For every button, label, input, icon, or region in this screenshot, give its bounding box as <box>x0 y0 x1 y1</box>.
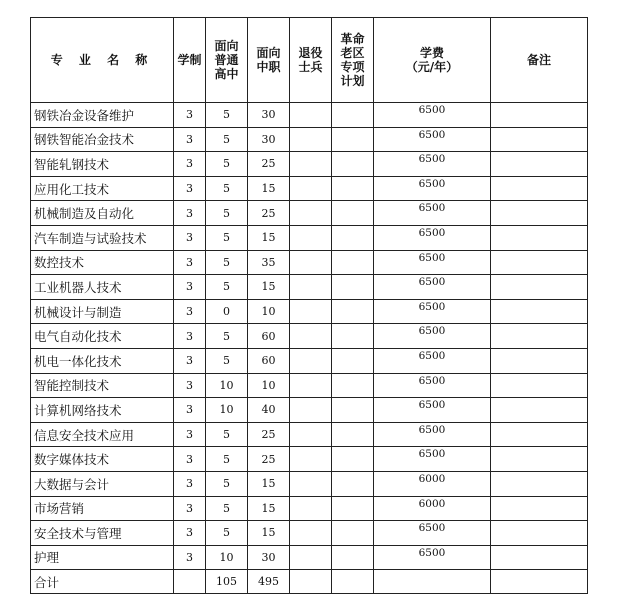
veterans-cell <box>290 545 332 570</box>
vocational-hs-cell: 15 <box>248 496 290 521</box>
header-veterans: 退役 士兵 <box>290 18 332 103</box>
old-area-cell <box>332 398 374 423</box>
remarks-cell <box>491 225 588 250</box>
veterans-cell <box>290 447 332 472</box>
general-hs-cell: 5 <box>206 152 248 177</box>
duration-cell: 3 <box>174 324 206 349</box>
remarks-cell <box>491 275 588 300</box>
veterans-cell <box>290 225 332 250</box>
veterans-cell <box>290 496 332 521</box>
old-area-cell <box>332 176 374 201</box>
vocational-hs-cell: 25 <box>248 201 290 226</box>
tuition-cell: 6500 <box>374 127 491 152</box>
veterans-cell <box>290 422 332 447</box>
table-row <box>31 496 588 521</box>
vocational-hs-cell: 35 <box>248 250 290 275</box>
table-row <box>31 299 588 324</box>
veterans-cell <box>290 348 332 373</box>
tuition-cell: 6500 <box>374 103 491 128</box>
tuition-cell: 6500 <box>374 275 491 300</box>
tuition-cell: 6500 <box>374 373 491 398</box>
veterans-cell <box>290 275 332 300</box>
header-duration: 学制 <box>174 18 206 103</box>
general-hs-cell: 5 <box>206 324 248 349</box>
header-general-high-school: 面向 普通 高中 <box>206 18 248 103</box>
total-label: 合计 <box>31 570 174 594</box>
general-hs-cell: 5 <box>206 225 248 250</box>
old-area-cell <box>332 373 374 398</box>
vocational-hs-cell: 25 <box>248 447 290 472</box>
tuition-cell: 6500 <box>374 152 491 177</box>
tuition-cell: 6500 <box>374 447 491 472</box>
old-area-cell <box>332 225 374 250</box>
remarks-cell <box>491 127 588 152</box>
veterans-cell <box>290 373 332 398</box>
enrollment-plan-table <box>30 17 588 594</box>
table-row <box>31 324 588 349</box>
remarks-cell <box>491 521 588 546</box>
general-hs-cell: 5 <box>206 471 248 496</box>
header-vocational-school: 面向 中职 <box>248 18 290 103</box>
old-area-cell <box>332 103 374 128</box>
major-name-cell: 计算机网络技术 <box>31 398 174 423</box>
veterans-cell <box>290 521 332 546</box>
tuition-cell: 6500 <box>374 348 491 373</box>
old-area-cell <box>332 152 374 177</box>
table-row <box>31 127 588 152</box>
remarks-cell <box>491 471 588 496</box>
veterans-cell <box>290 398 332 423</box>
veterans-cell <box>290 471 332 496</box>
tuition-cell: 6500 <box>374 176 491 201</box>
veterans-cell <box>290 201 332 226</box>
major-name-cell: 数控技术 <box>31 250 174 275</box>
old-area-cell <box>332 447 374 472</box>
remarks-cell <box>491 176 588 201</box>
duration-cell: 3 <box>174 225 206 250</box>
table-row <box>31 103 588 128</box>
old-area-cell <box>332 275 374 300</box>
old-area-cell <box>332 422 374 447</box>
table-row <box>31 250 588 275</box>
header-remarks: 备注 <box>491 18 588 103</box>
tuition-cell: 6500 <box>374 545 491 570</box>
general-hs-cell: 10 <box>206 545 248 570</box>
duration-cell: 3 <box>174 299 206 324</box>
remarks-cell <box>491 447 588 472</box>
duration-cell: 3 <box>174 250 206 275</box>
table-row <box>31 348 588 373</box>
veterans-cell <box>290 152 332 177</box>
tuition-cell: 6500 <box>374 324 491 349</box>
vocational-hs-cell: 30 <box>248 127 290 152</box>
vocational-hs-cell: 15 <box>248 471 290 496</box>
remarks-cell <box>491 545 588 570</box>
duration-cell: 3 <box>174 521 206 546</box>
major-name-cell: 数字媒体技术 <box>31 447 174 472</box>
vocational-hs-cell: 10 <box>248 373 290 398</box>
duration-cell: 3 <box>174 496 206 521</box>
general-hs-cell: 10 <box>206 373 248 398</box>
remarks-cell <box>491 496 588 521</box>
major-name-cell: 电气自动化技术 <box>31 324 174 349</box>
remarks-cell <box>491 324 588 349</box>
tuition-cell: 6500 <box>374 299 491 324</box>
old-area-cell <box>332 201 374 226</box>
vocational-hs-cell: 15 <box>248 225 290 250</box>
general-hs-cell: 5 <box>206 496 248 521</box>
tuition-cell: 6000 <box>374 496 491 521</box>
veterans-cell <box>290 176 332 201</box>
veterans-cell <box>290 250 332 275</box>
vocational-hs-cell: 15 <box>248 176 290 201</box>
tuition-cell: 6000 <box>374 471 491 496</box>
major-name-cell: 钢铁智能冶金技术 <box>31 127 174 152</box>
vocational-hs-cell: 40 <box>248 398 290 423</box>
veterans-cell <box>290 299 332 324</box>
general-hs-cell: 5 <box>206 521 248 546</box>
major-name-cell: 钢铁冶金设备维护 <box>31 103 174 128</box>
major-name-cell: 汽车制造与试验技术 <box>31 225 174 250</box>
vocational-hs-cell: 60 <box>248 324 290 349</box>
general-hs-cell: 5 <box>206 176 248 201</box>
general-hs-cell: 5 <box>206 201 248 226</box>
duration-cell: 3 <box>174 422 206 447</box>
remarks-cell <box>491 398 588 423</box>
total-remarks-cell <box>491 570 588 594</box>
total-general: 105 <box>206 570 248 594</box>
vocational-hs-cell: 15 <box>248 521 290 546</box>
major-name-cell: 应用化工技术 <box>31 176 174 201</box>
duration-cell: 3 <box>174 447 206 472</box>
remarks-cell <box>491 152 588 177</box>
table-row <box>31 398 588 423</box>
remarks-cell <box>491 299 588 324</box>
major-name-cell: 大数据与会计 <box>31 471 174 496</box>
duration-cell: 3 <box>174 275 206 300</box>
major-name-cell: 工业机器人技术 <box>31 275 174 300</box>
tuition-cell: 6500 <box>374 422 491 447</box>
table-header-row <box>31 18 588 103</box>
header-old-revolutionary-area: 革命 老区 专项 计划 <box>332 18 374 103</box>
old-area-cell <box>332 471 374 496</box>
major-name-cell: 市场营销 <box>31 496 174 521</box>
header-tuition: 学费 （元/年） <box>374 18 491 103</box>
old-area-cell <box>332 324 374 349</box>
vocational-hs-cell: 30 <box>248 103 290 128</box>
table-row <box>31 225 588 250</box>
duration-cell: 3 <box>174 373 206 398</box>
duration-cell: 3 <box>174 398 206 423</box>
vocational-hs-cell: 25 <box>248 152 290 177</box>
duration-cell: 3 <box>174 127 206 152</box>
major-name-cell: 机械设计与制造 <box>31 299 174 324</box>
tuition-cell: 6500 <box>374 201 491 226</box>
old-area-cell <box>332 127 374 152</box>
vocational-hs-cell: 15 <box>248 275 290 300</box>
old-area-cell <box>332 545 374 570</box>
general-hs-cell: 10 <box>206 398 248 423</box>
vocational-hs-cell: 60 <box>248 348 290 373</box>
duration-cell: 3 <box>174 545 206 570</box>
duration-cell: 3 <box>174 152 206 177</box>
general-hs-cell: 5 <box>206 250 248 275</box>
major-name-cell: 护理 <box>31 545 174 570</box>
remarks-cell <box>491 201 588 226</box>
duration-cell: 3 <box>174 201 206 226</box>
major-name-cell: 智能控制技术 <box>31 373 174 398</box>
general-hs-cell: 5 <box>206 275 248 300</box>
veterans-cell <box>290 127 332 152</box>
duration-cell: 3 <box>174 176 206 201</box>
vocational-hs-cell: 10 <box>248 299 290 324</box>
major-name-cell: 安全技术与管理 <box>31 521 174 546</box>
vocational-hs-cell: 25 <box>248 422 290 447</box>
total-duration-cell <box>174 570 206 594</box>
remarks-cell <box>491 422 588 447</box>
duration-cell: 3 <box>174 348 206 373</box>
remarks-cell <box>491 103 588 128</box>
table-row <box>31 447 588 472</box>
tuition-cell: 6500 <box>374 225 491 250</box>
general-hs-cell: 5 <box>206 422 248 447</box>
total-vocational: 495 <box>248 570 290 594</box>
total-fee-cell <box>374 570 491 594</box>
veterans-cell <box>290 103 332 128</box>
duration-cell: 3 <box>174 103 206 128</box>
total-row <box>31 570 588 594</box>
table-row <box>31 152 588 177</box>
general-hs-cell: 5 <box>206 447 248 472</box>
veterans-cell <box>290 324 332 349</box>
remarks-cell <box>491 250 588 275</box>
remarks-cell <box>491 348 588 373</box>
header-major-name: 专 业 名 称 <box>31 18 174 103</box>
old-area-cell <box>332 496 374 521</box>
general-hs-cell: 5 <box>206 127 248 152</box>
table-row <box>31 521 588 546</box>
old-area-cell <box>332 348 374 373</box>
general-hs-cell: 5 <box>206 103 248 128</box>
major-name-cell: 机械制造及自动化 <box>31 201 174 226</box>
tuition-cell: 6500 <box>374 250 491 275</box>
table-row <box>31 201 588 226</box>
old-area-cell <box>332 250 374 275</box>
tuition-cell: 6500 <box>374 521 491 546</box>
table-row <box>31 471 588 496</box>
tuition-cell: 6500 <box>374 398 491 423</box>
total-old-area-cell <box>332 570 374 594</box>
table-row <box>31 422 588 447</box>
table-row <box>31 373 588 398</box>
old-area-cell <box>332 299 374 324</box>
table-row <box>31 176 588 201</box>
general-hs-cell: 5 <box>206 348 248 373</box>
vocational-hs-cell: 30 <box>248 545 290 570</box>
major-name-cell: 机电一体化技术 <box>31 348 174 373</box>
major-name-cell: 智能轧钢技术 <box>31 152 174 177</box>
major-name-cell: 信息安全技术应用 <box>31 422 174 447</box>
remarks-cell <box>491 373 588 398</box>
total-veterans-cell <box>290 570 332 594</box>
general-hs-cell: 0 <box>206 299 248 324</box>
table-row <box>31 275 588 300</box>
old-area-cell <box>332 521 374 546</box>
duration-cell: 3 <box>174 471 206 496</box>
table-row <box>31 545 588 570</box>
